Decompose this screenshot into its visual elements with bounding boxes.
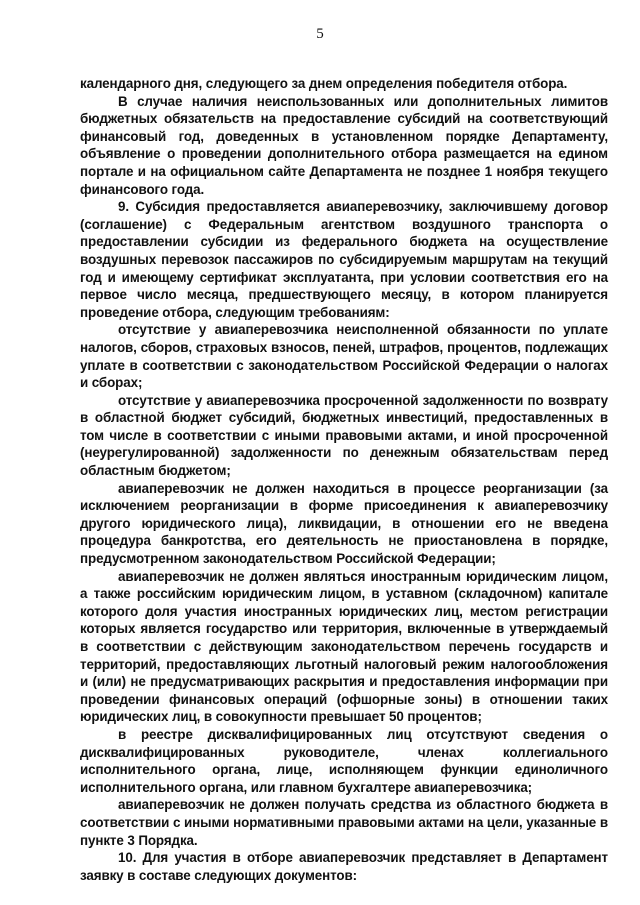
paragraph-additional-selection: В случае наличия неиспользованных или дополнительных лимитов бюджетных обязательств на предоставление субсидий на соответствующий финансовый год, доведенных в установленном порядке Департаменту, объявление о проведении дополнительного отбора размещается на едином портале и на официальном сайте Департамента не позднее 1 ноября текущего финансового года.: [80, 93, 608, 197]
document-text: [80, 75, 608, 884]
requirement-no-disqualified-persons: в реестре дисквалифицированных лиц отсутствуют сведения о дисквалифицированных руководителе, членах коллегиального исполнительного органа, лице, исполняющем функции единоличного исполнительного органа, или главном бухгалтере авиаперевозчика;: [80, 726, 608, 795]
requirement-not-foreign-entity: авиаперевозчик не должен являться иностранным юридическим лицом, а также российским юридическим лицом, в уставном (складочном) капитале которого доля участия иностранных юридических лиц, местом регистрации которых является государство или территория, включенные в утверждаемый в соответствии с действующим законодательством перечень государств и территорий, предоставляющих льготный налоговый режим налогообложения и (или) не предусматривающих раскрытия и предоставления информации при проведении финансовых операций (офшорные зоны) в отношении таких юридических лиц, в совокупности превышает 50 процентов;: [80, 568, 608, 725]
requirement-no-tax-debt: отсутствие у авиаперевозчика неисполненной обязанности по уплате налогов, сборов, страховых взносов, пеней, штрафов, процентов, подлежащих уплате в соответствии с законодательством Российской Федерации о налогах и сборах;: [80, 322, 608, 391]
page-number: 5: [316, 26, 324, 42]
paragraph-continuation: календарного дня, следующего за днем определения победителя отбора.: [80, 76, 568, 91]
paragraph-clause-9: 9. Субсидия предоставляется авиаперевозчику, заключившему договор (соглашение) с Федеральным агентством воздушного транспорта о предоставлении субсидии из федерального бюджета на осуществление воздушных перевозок пассажиров по субсидируемым маршрутам на текущий год и имеющему сертификат эксплуатанта, при условии соответствия его на первое число месяца, предшествующего месяцу, в котором планируется проведение отбора, следующим требованиям:: [80, 199, 608, 320]
requirement-no-overdue-debt: отсутствие у авиаперевозчика просроченной задолженности по возврату в областной бюджет субсидий, бюджетных инвестиций, предоставленных в том числе в соответствии с иными правовыми актами, и иной просроченной (неурегулированной) задолженности по денежным обязательствам перед областным бюджетом;: [80, 392, 608, 479]
requirement-no-reorganization: авиаперевозчик не должен находиться в процессе реорганизации (за исключением реорганизации в форме присоединения к авиаперевозчику другого юридического лица), ликвидации, в отношении его не введена процедура банкротства, его деятельность не приостановлена в порядке, предусмотренном законодательством Российской Федерации;: [80, 480, 608, 567]
requirement-no-other-funds: авиаперевозчик не должен получать средства из областного бюджета в соответствии с иными нормативными правовыми актами на цели, указанные в пункте 3 Порядка.: [80, 797, 608, 848]
paragraph-clause-10: 10. Для участия в отборе авиаперевозчик представляет в Департамент заявку в составе следующих документов:: [80, 850, 608, 883]
